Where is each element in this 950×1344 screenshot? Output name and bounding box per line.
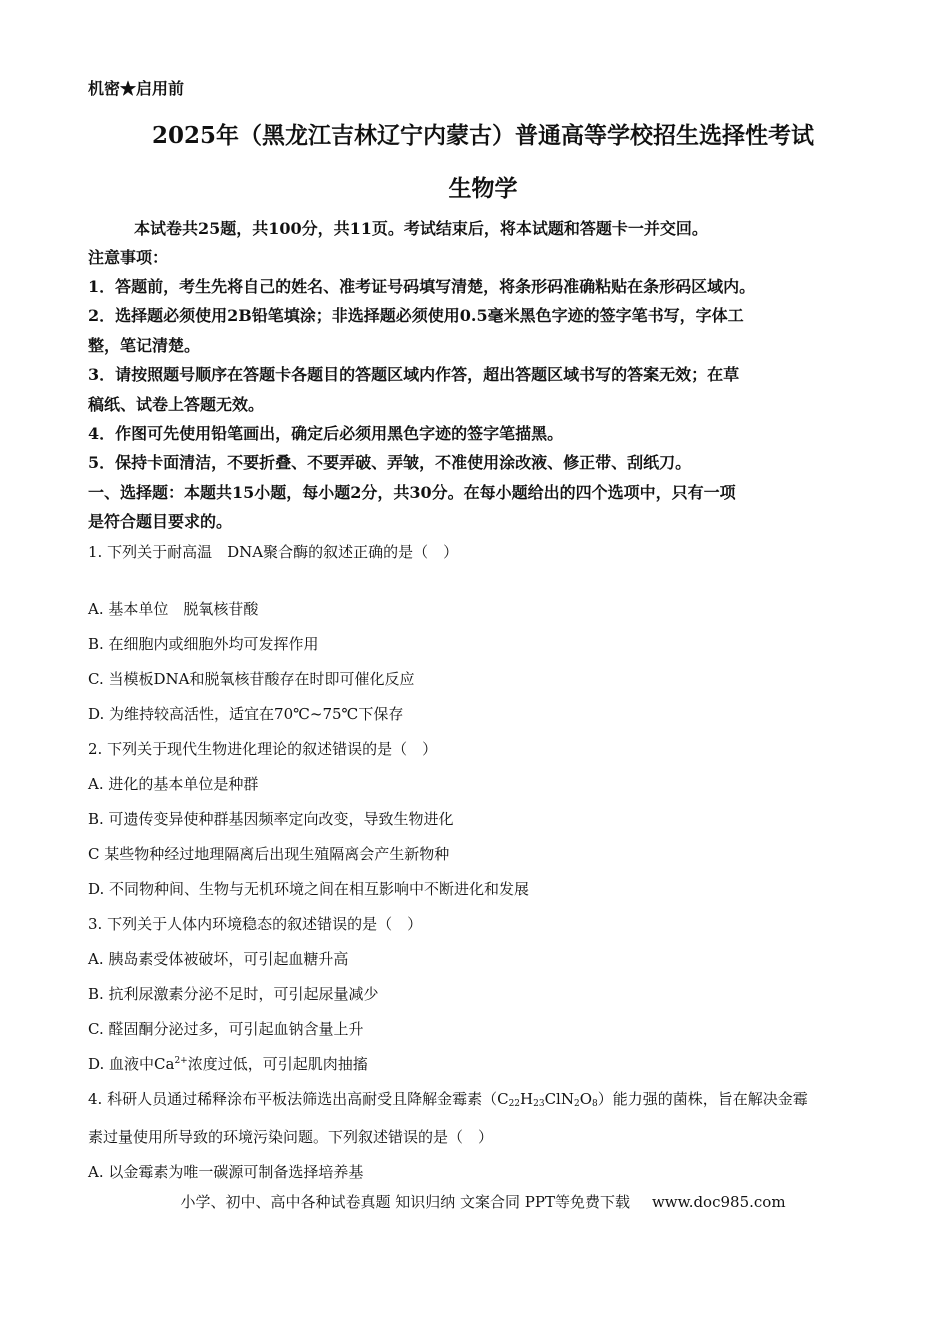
question-4-stem-prefix: 4. 科研人员通过稀释涂布平板法筛选出高耐受且降解金霉素（C [88,1090,509,1108]
subject-title: 生物学 [448,175,518,202]
question-1-option-a: A. 基本单位 脱氧核苷酸 [88,600,259,618]
formula-part: O [579,1090,593,1108]
question-3-option-a: A. 胰岛素受体被破坏，可引起血糖升高 [88,950,349,968]
page-footer [88,1191,878,1212]
question-4-option-a: A. 以金霉素为唯一碳源可制备选择培养基 [88,1163,364,1181]
question-4-stem-line-1 [88,1088,808,1109]
notice-item-3-line-2: 稿纸、试卷上答题无效。 [88,395,265,414]
notice-item-3-line-1: 3．请按照题号顺序在答题卡各题目的答题区域内作答，超出答题区域书写的答案无效；在草 [88,365,740,384]
question-3-option-c: C. 醛固酮分泌过多，可引起血钠含量上升 [88,1020,364,1038]
notice-item-2-line-1: 2．选择题必须使用2B铅笔填涂；非选择题必须使用0.5毫米黑色字迹的签字笔书写，字体工 [88,306,744,325]
question-2-stem: 2. 下列关于现代生物进化理论的叙述错误的是（ ） [88,740,438,758]
question-4-stem-suffix: ）能力强的菌株，旨在解决金霉 [597,1090,808,1108]
confidential-label: 机密★启用前 [88,79,185,98]
question-1-option-d: D. 为维持较高活性，适宜在70℃~75℃下保存 [88,705,404,723]
notice-item-2-line-2: 整，笔记清楚。 [88,336,201,355]
question-3-option-d [88,1053,368,1074]
calcium-charge-superscript: 2+ [174,1056,188,1066]
notice-heading: 注意事项： [88,248,169,267]
question-1-option-c: C. 当模板DNA和脱氧核苷酸存在时即可催化反应 [88,670,415,688]
notice-item-4: 4．作图可先使用铅笔画出，确定后必须用黑色字迹的签字笔描黑。 [88,424,564,443]
formula-subscript: 23 [533,1099,545,1109]
formula-part: H [520,1090,534,1108]
question-2-option-c: C 某些物种经过地理隔离后出现生殖隔离会产生新物种 [88,845,450,863]
footer-text: 小学、初中、高中各种试卷真题 知识归纳 文案合同 PPT等免费下载 [180,1193,630,1211]
question-1-option-b: B. 在细胞内或细胞外均可发挥作用 [88,635,319,653]
formula-subscript: 8 [592,1099,598,1109]
section-heading-line-2: 是符合题目要求的。 [88,512,233,531]
question-2-option-b: B. 可遗传变异使种群基因频率定向改变，导致生物进化 [88,810,454,828]
exam-title: 2025年（黑龙江吉林辽宁内蒙古）普通高等学校招生选择性考试 [151,122,814,149]
notice-item-5: 5．保持卡面清洁，不要折叠、不要弄破、弄皱，不准使用涂改液、修正带、刮纸刀。 [88,453,692,472]
formula-subscript: 2 [573,1099,580,1109]
question-3-stem: 3. 下列关于人体内环境稳态的叙述错误的是（ ） [88,915,423,933]
formula-subscript: 22 [508,1099,521,1109]
question-2-option-d: D. 不同物种间、生物与无机环境之间在相互影响中不断进化和发展 [88,880,530,898]
notice-item-1: 1．答题前，考生先将自己的姓名、准考证号码填写清楚，将条形码准确粘贴在条形码区域内。 [88,277,756,296]
section-heading-line-1: 一、选择题：本题共15小题，每小题2分，共30分。在每小题给出的四个选项中，只有一项 [88,483,736,502]
intro-text: 本试卷共25题，共100分，共11页。考试结束后，将本试题和答题卡一并交回。 [134,219,708,238]
question-3-option-d-suffix: 浓度过低，可引起肌肉抽搐 [187,1055,368,1073]
question-4-stem-line-2: 素过量使用所导致的环境污染问题。下列叙述错误的是（ ） [88,1128,494,1146]
footer-url[interactable]: www.doc985.com [651,1193,786,1211]
question-3-option-d-prefix: D. 血液中Ca [88,1055,175,1073]
formula-part: ClN [544,1090,574,1108]
question-2-option-a: A. 进化的基本单位是种群 [88,775,259,793]
question-1-stem: 1. 下列关于耐高温 DNA聚合酶的叙述正确的是（ ） [88,543,459,561]
question-3-option-b: B. 抗利尿激素分泌不足时，可引起尿量减少 [88,985,379,1003]
